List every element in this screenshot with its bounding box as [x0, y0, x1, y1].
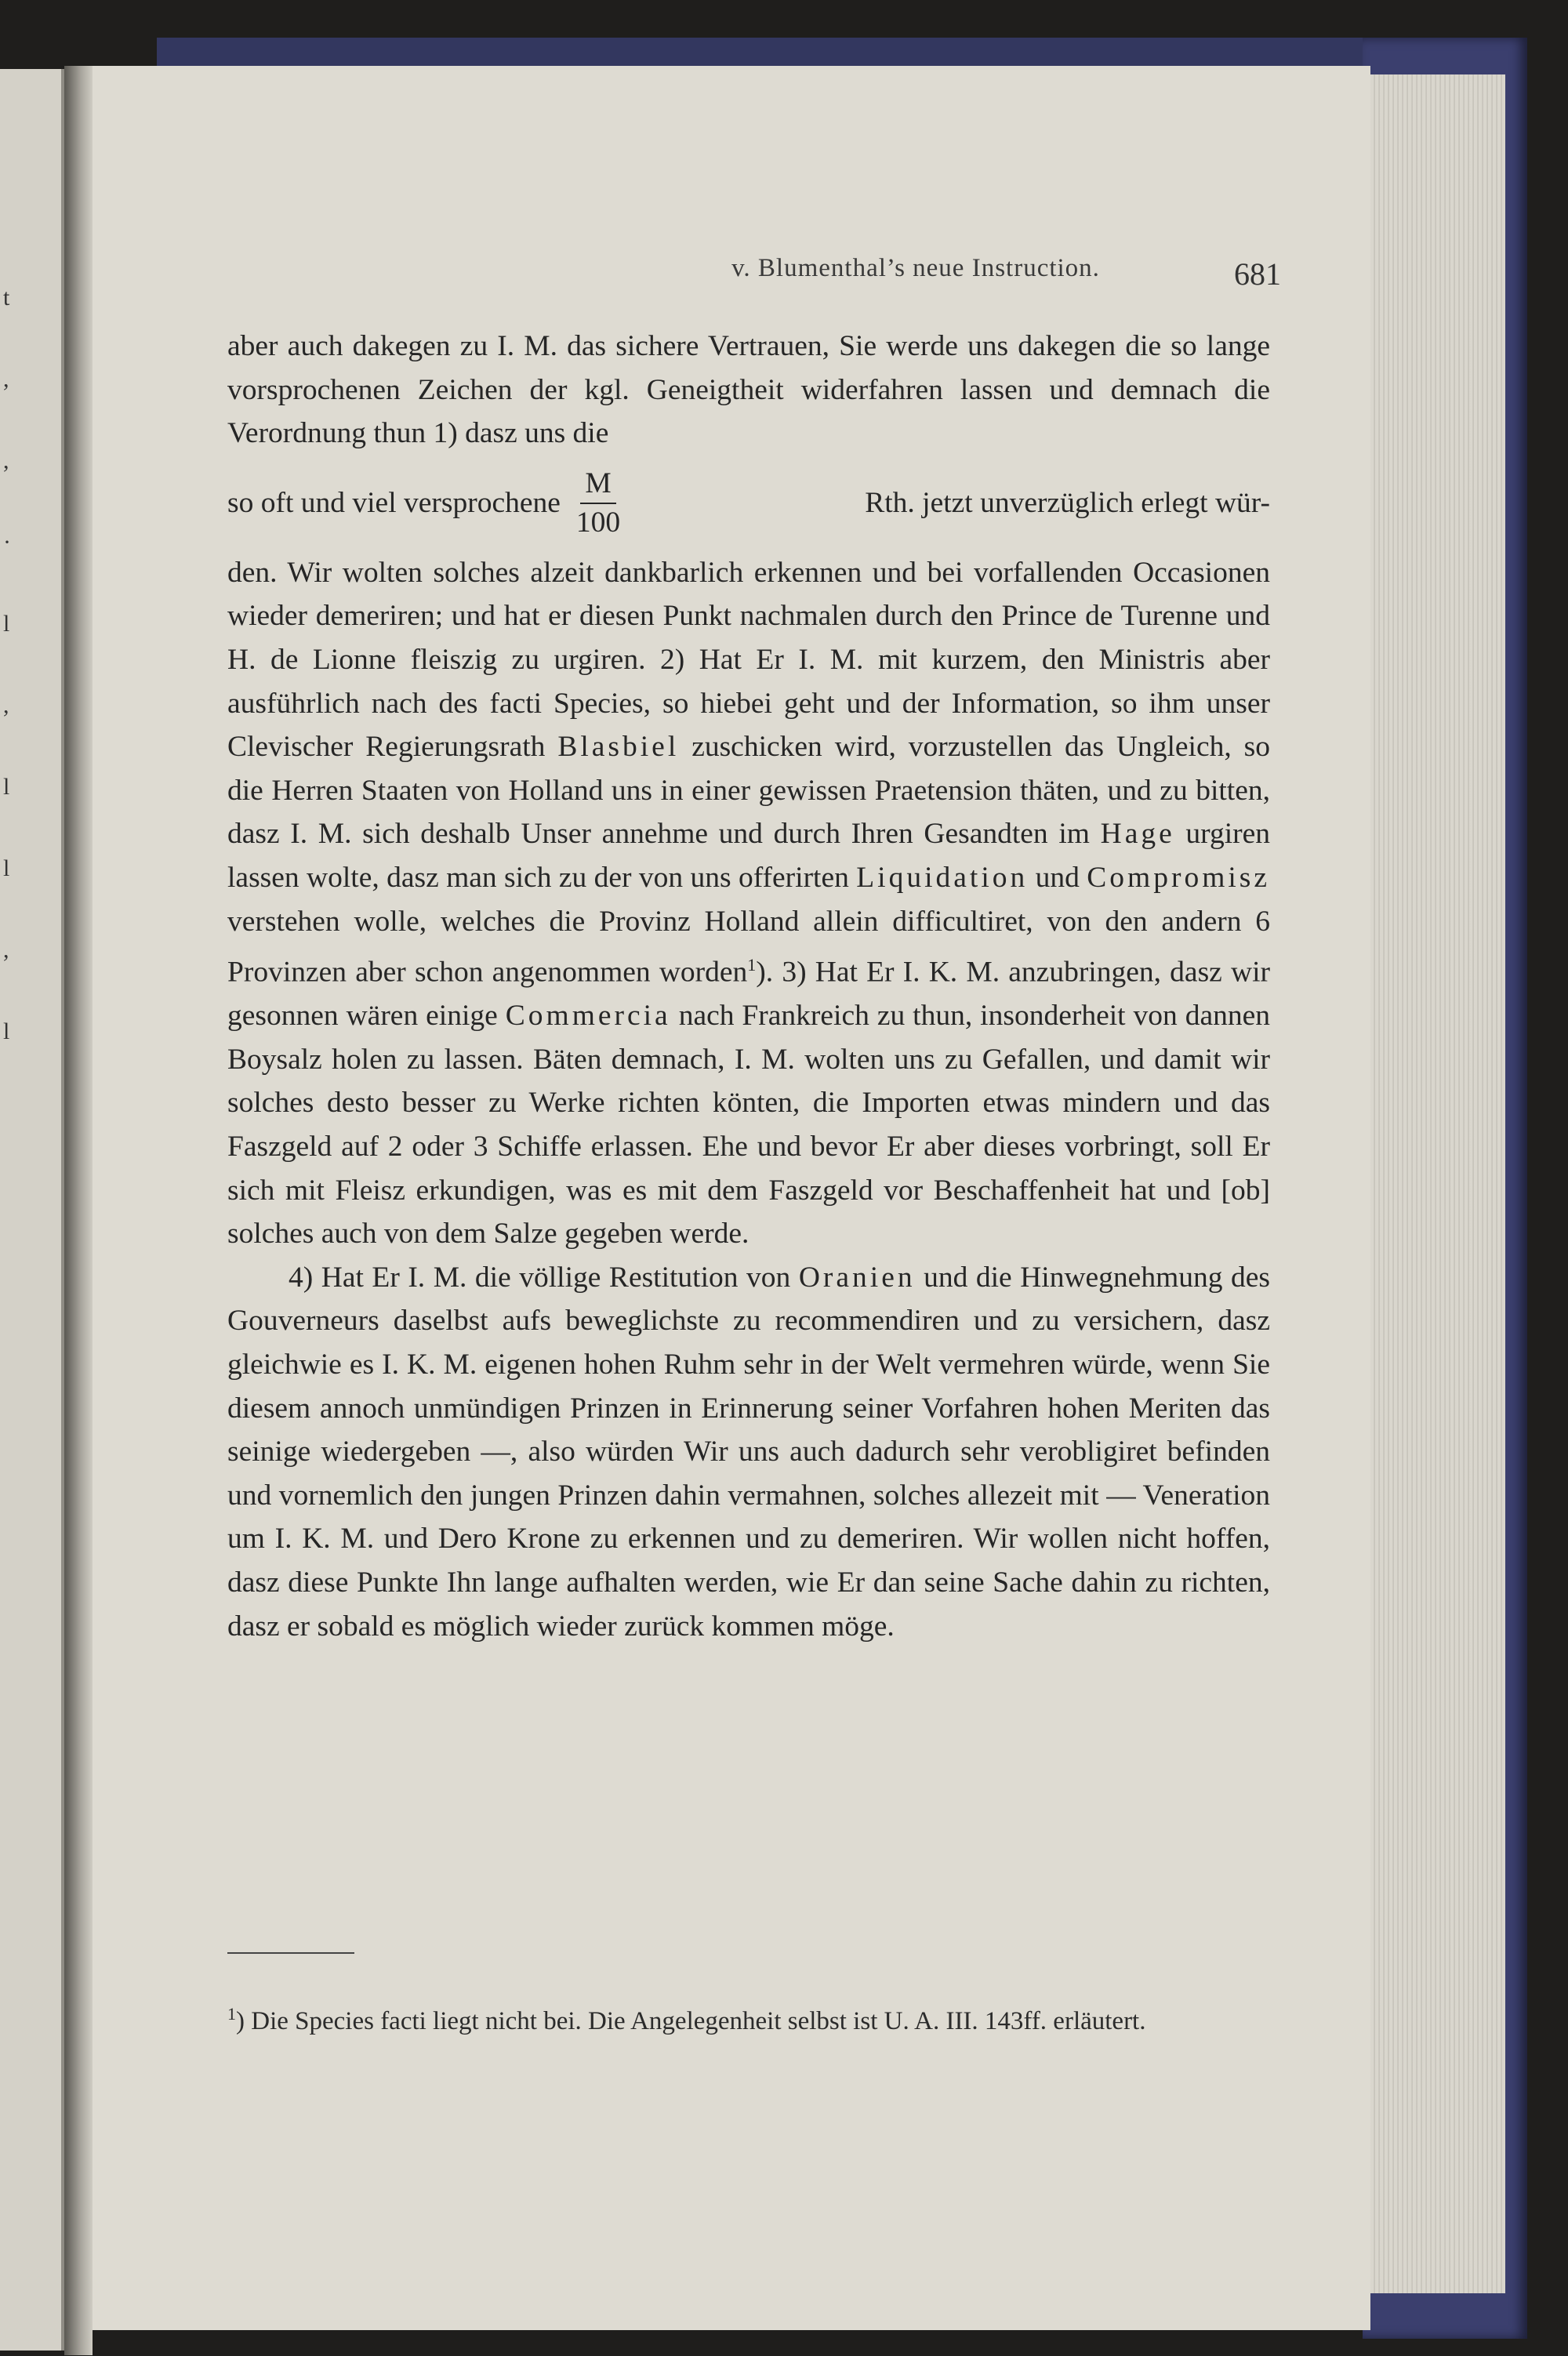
footnote-text: ) Die Species facti liegt nicht bei. Die Angelegenheit selbst ist U. A. III. 143ff. erläutert. — [236, 2007, 1146, 2035]
fraction-after-text: Rth. jetzt unverzüglich erlegt wür- — [865, 486, 1270, 519]
name-hage: Hage — [1100, 818, 1175, 851]
fraction-line — [227, 456, 1270, 551]
fraction-denominator: 100 — [575, 506, 621, 539]
name-blasbiel: Blasbiel — [557, 731, 680, 764]
paragraph-1-continuation: den. Wir wolten solches alzeit dankbarlich erkennen und bei vorfallenden Occasionen wieder demeriren; und hat er diesen Punkt nachmalen durch den Prince de Turenne und H. de Lionne fleiszig zu urgiren. 2) Hat Er I. M. mit kurzem, den Ministris aber ausführlich nach des facti Species, so hiebei geht und der Information, so ihm unser Clevischer Regierungsrath Blasbiel zuschicken wird, vorzustellen das Ungleich, so die Herren Staaten von Holland uns in einer gewissen Praetension thäten, und zu bitten, dasz I. M. sich deshalb Unser annehme und durch Ihren Gesandten im Hage urgiren lassen wolte, dasz man sich zu der von uns offerirten Liquidation und Compromisz verstehen wolle, welches die Provinz Holland allein difficultiret, von den andern 6 Provinzen aber schon angenommen worden$^1$). 3) Hat Er I. K. M. anzubringen, dasz wir gesonnen wären einige Commercia nach Frankreich zu thun, insonderheit von dannen Boysalz holen zu lassen. Bäten demnach, I. M. wolten uns zu Gefallen, und damit wir solches desto besser zu Werke richten könten, die Importen etwas mindern und das Faszgeld auf 2 oder 3 Schiffe erlassen. Ehe und bevor Er aber dieses vorbringt, soll Er sich mit Fleisz erkundigen, was es mit dem Faszgeld vor Beschaffenheit hat und [ob] solches auch von dem Salze gegeben werde. — [227, 556, 1271, 1251]
term-compromisz: Compromisz — [1087, 861, 1271, 894]
fraction-numerator: M — [580, 465, 615, 504]
footnote-rule — [227, 1952, 354, 1954]
footnote-reference[interactable]: 1 — [747, 955, 757, 975]
paragraph-2: 4) Hat Er I. M. die völlige Restitution von Oranien und die Hinwegnehmung des Gouverneurs daselbst aufs beweglichste zu recommendiren und zu versichern, dasz gleichwie es I. K. M. eigenen hohen Ruhm sehr in der Welt vermehren würde, wenn Sie diesem annoch unmündigen Prinzen in Erinnerung seiner Vorfahren hohen Meriten das seinige wiedergeben —, also würden Wir uns auch dadurch sehr verobligiret befinden und vornemlich den jungen Prinzen dahin vermahnen, solches allezeit mit — Veneration um I. K. M. und Dero Krone zu erkennen und zu demeriren. Wir wollen nicht hoffen, dasz diese Punkte Ihn lange aufhalten werden, wie Er dan seine Sache dahin zu richten, dasz er sobald es möglich wieder zurück kommen möge. — [227, 1261, 1270, 1643]
name-oranien: Oranien — [798, 1261, 916, 1294]
book-gutter — [64, 66, 93, 2355]
term-commercia: Commercia — [505, 1000, 671, 1033]
left-page-margin-chars: t , , · l , l l , l — [3, 285, 11, 1044]
left-page-edge — [0, 69, 64, 2351]
footnote-mark: 1 — [227, 2004, 236, 2024]
book-cover-top — [157, 38, 1527, 69]
fraction-before-text: so oft und viel versprochene — [227, 486, 561, 519]
body-text — [227, 325, 1270, 1648]
page — [93, 66, 1370, 2330]
running-title: v. Blumenthal’s neue Instruction. — [731, 254, 1100, 282]
page-edges — [1352, 74, 1505, 2293]
fraction — [576, 465, 620, 542]
page-number: 681 — [1234, 256, 1281, 292]
footnote — [227, 1995, 1270, 2041]
term-liquidation: Liquidation — [856, 861, 1029, 894]
body-opening-lines: aber auch dakegen zu I. M. das sichere Vertrauen, Sie werde uns dakegen die so lange vorsprochenen Zeichen der kgl. Geneigtheit widerfahren lassen und demnach die Verordnung thun 1) dasz uns die — [227, 330, 1270, 450]
